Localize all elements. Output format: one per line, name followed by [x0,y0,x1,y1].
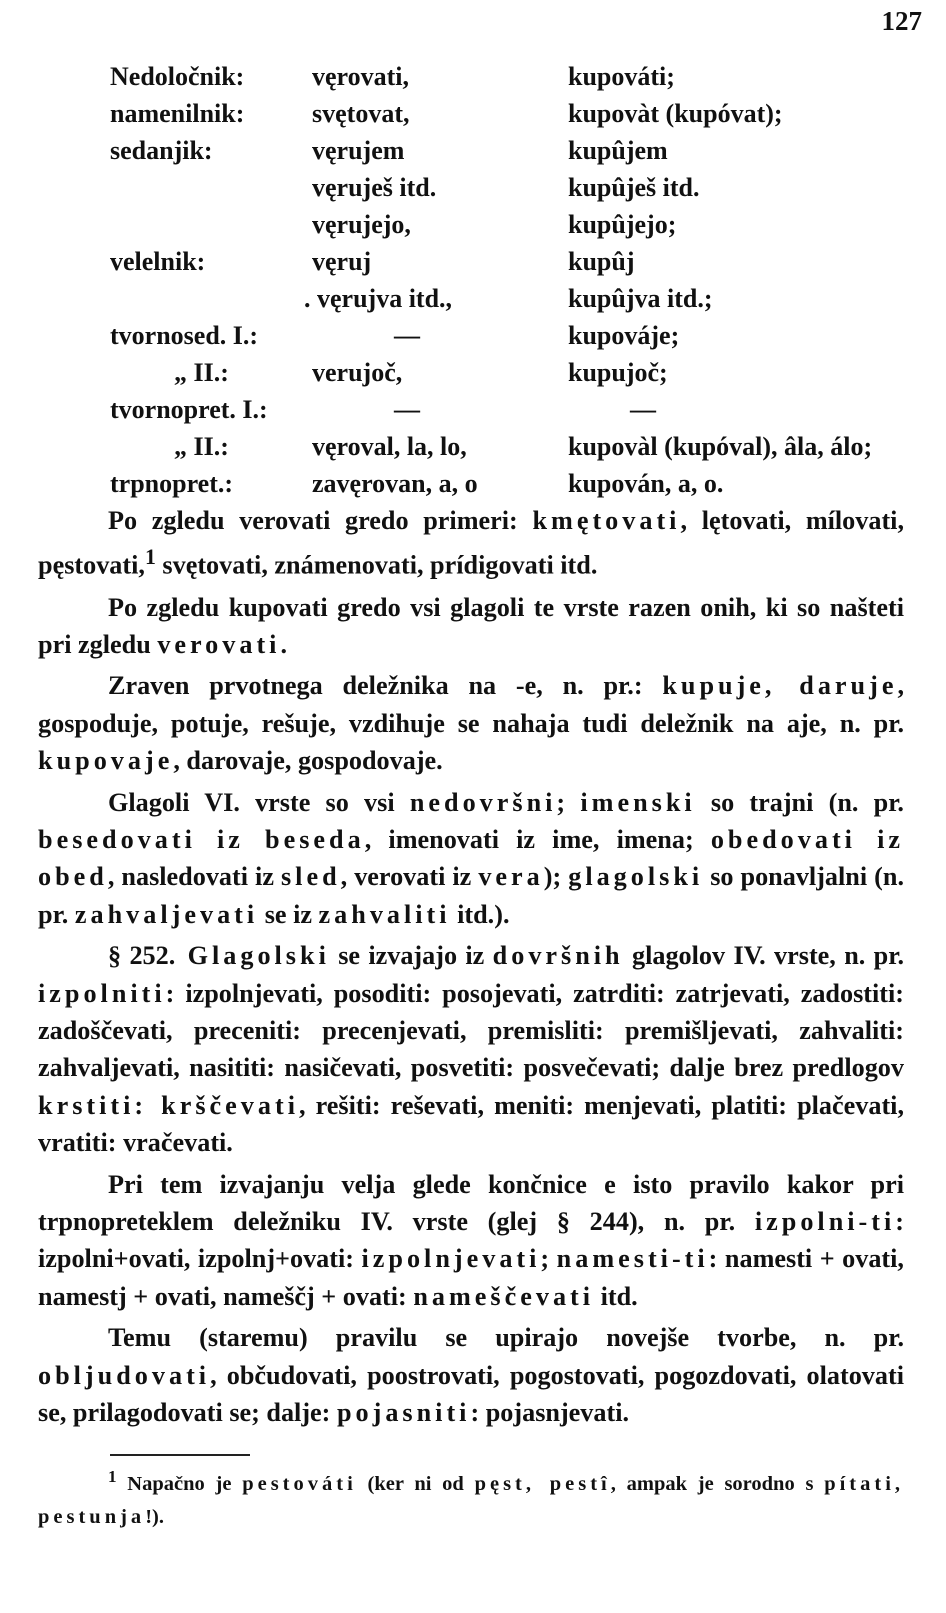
verovati-form: vęrovati, [312,62,409,91]
kupovati-form: kupûjejo; [568,210,677,239]
verovati-form: — [394,321,420,350]
kupovati-form: — [630,395,656,424]
form-label: „ II.: [174,358,229,387]
page-number: 127 [881,6,922,36]
verovati-form: . vęrujva itd., [304,284,453,313]
example-word: verovati [239,506,331,535]
form-row [0,469,946,506]
kupovati-form: kupováje; [568,321,680,350]
suffix: e [604,1169,616,1199]
form-row [0,62,946,99]
form-label: trpnopret.: [110,469,234,498]
form-row [0,284,946,321]
verovati-form: — [394,395,420,424]
form-label: Nedoločnik: [110,62,245,91]
conjugation-table [0,62,946,506]
kupovati-form: kupûjva itd.; [568,284,713,313]
form-label: velelnik: [110,247,206,276]
suffix: aje [786,708,821,738]
paragraph: Po zgledu kupovati gredo vsi glagoli te vrste razen onih, ki so našteti pri zgledu verovati. [38,592,904,659]
body-text [38,502,904,1435]
spaced-word: kupuje, daruje [662,671,898,701]
verovati-form: svętovat, [312,99,410,128]
form-row [0,395,946,432]
kupovati-form: kupûješ itd. [568,173,700,202]
kupovati-form: kupováti; [568,62,675,91]
verovati-form: vęruješ itd. [312,173,437,202]
verovati-form: verujoč, [312,358,403,387]
paragraph: Pri tem izvajanju velja glede končnice e isto pravilo kakor pri trpnopreteklem deležniku IV. vrste (glej § 244), n. pr. izpolni-ti: izpolni+ovati, izpolnj+ovati: izpolnjevati; namesti-ti: namesti + ovati, namestj + ovati, nameščj + ovati: nameščevati itd. [38,1169,904,1311]
paragraph: Glagoli VI. vrste so vsi nedovršni; imenski so trajni (n. pr. besedovati iz beseda, imenovati iz ime, imena; obedovati iz obed, nasledovati iz sled, verovati iz vera); glagolski so ponavljalni (n. pr. zahvaljevati se iz zahvaliti itd.). [38,787,905,929]
suffix: -e [515,671,537,701]
footnote-divider [110,1454,250,1456]
form-row [0,210,946,247]
kupovati-form: kupujoč; [568,358,668,387]
form-label: sedanjik: [110,136,213,165]
form-row [0,432,946,469]
paragraph: § 252. Glagolski se izvajajo iz dovršnih glagolov IV. vrste, n. pr. izpolniti: izpolnjevati, posoditi: posojevati, zatrditi: zatrjevati, zadostiti: zadoščevati, preceniti: precenjevati, premisliti: premišljevati, zahvaliti: zahvaljevati, nasititi: nasičevati, posvetiti: posvečevati; dalje brez predlogov krstiti: krščevati, rešiti: reševati, meniti: menjevati, platiti: plačevati, vratiti: vračevati. [38,941,905,1158]
form-row [0,99,946,136]
footnote-marker: 1 [108,1467,117,1486]
form-row [0,247,946,284]
spaced-word: verovati [157,629,281,659]
example-word: kupovati [228,592,328,622]
form-row [0,321,946,358]
verovati-form: zavęrovan, a, o [312,469,478,498]
footnote: $^1$ Napačno je pestováti (ker ni od pęst, pestî, ampak je sorodno s pítati, pestunja!). [38,1467,905,1528]
kupovati-form: kupûjem [568,136,668,165]
spaced-word: kmętovati [532,506,681,535]
form-label: namenilnik: [110,99,245,128]
paragraph: Temu (staremu) pravilu se upirajo novejše tvorbe, n. pr. obljudovati, občudovati, poostrovati, pogostovati, pogozdovati, olatovati se, prilagodovati se; dalje: pojasniti: pojasnjevati. [38,1323,904,1428]
footnote-ref: 1 [144,545,156,570]
section-number: § 252. [108,941,176,971]
spaced-word: kupovaje [38,746,174,776]
kupovati-form: kupûj [568,247,635,276]
form-row [0,358,946,395]
paragraph: Po zgledu verovati gredo primeri: kmętovati, lętovati, mílovati, pęstovati,$^1$ svętovati, známenovati, prídigovati itd. [38,506,905,581]
form-row [0,136,946,173]
verovati-form: vęrujejo, [312,210,411,239]
verovati-form: vęruj [312,247,372,276]
verovati-form: vęroval, la, lo, [312,432,467,461]
kupovati-form: kupovàl (kupóval), âla, álo; [568,432,873,461]
form-label: „ II.: [174,432,229,461]
paragraph: Zraven prvotnega deležnika na -e, n. pr.: kupuje, daruje, gospoduje, potuje, rešuje, vzdihuje se nahaja tudi deležnik na aje, n. pr. kupovaje, darovaje, gospodovaje. [38,671,904,776]
kupovati-form: kupovàt (kupóvat); [568,99,783,128]
form-label: tvornosed. I.: [110,321,259,350]
form-label: tvornopret. I.: [110,395,268,424]
form-row [0,173,946,210]
kupovati-form: kupován, a, o. [568,469,724,498]
verovati-form: vęrujem [312,136,405,165]
